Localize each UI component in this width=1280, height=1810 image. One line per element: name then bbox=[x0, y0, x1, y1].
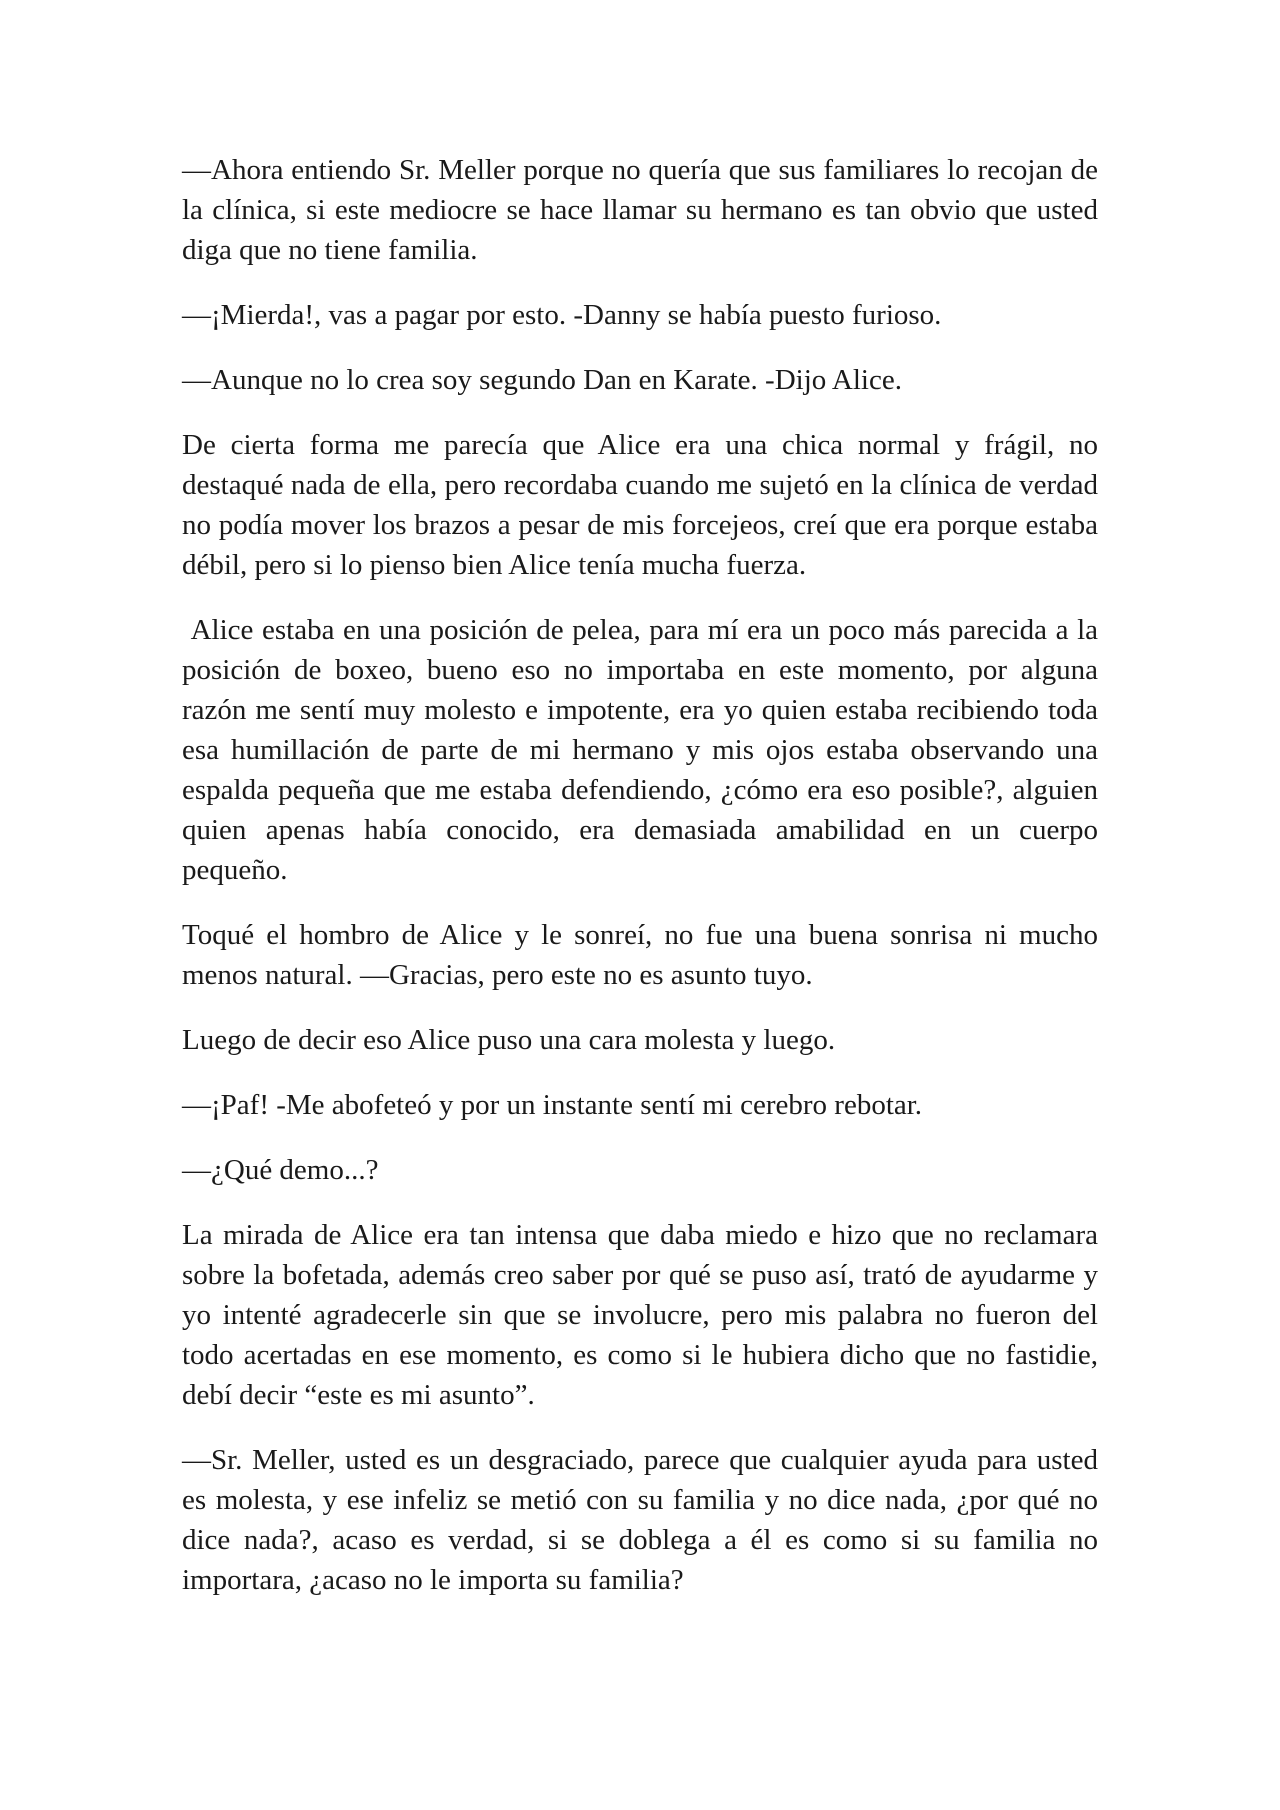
paragraph: La mirada de Alice era tan intensa que daba miedo e hizo que no reclamara sobre la bofetada, además creo saber por qué se puso así, trató de ayudarme y yo intenté agradecerle sin que se involucre, pero mis palabra no fueron del todo acertadas en ese momento, es como si le hubiera dicho que no fastidie, debí decir “este es mi asunto”. bbox=[182, 1219, 1098, 1411]
paragraph: —Sr. Meller, usted es un desgraciado, parece que cualquier ayuda para usted es molesta, y ese infeliz se metió con su familia y no dice nada, ¿por qué no dice nada?, acaso es verdad, si se doblega a él es como si su familia no importara, ¿acaso no le importa su familia? bbox=[182, 1444, 1098, 1596]
paragraph: Toqué el hombro de Alice y le sonreí, no fue una buena sonrisa ni mucho menos natural. —Gracias, pero este no es asunto tuyo. bbox=[182, 919, 1098, 991]
body-text bbox=[182, 150, 1106, 1600]
paragraph: Luego de decir eso Alice puso una cara molesta y luego. bbox=[182, 1024, 836, 1056]
paragraph: —Ahora entiendo Sr. Meller porque no quería que sus familiares lo recojan de la clínica, si este mediocre se hace llamar su hermano es tan obvio que usted diga que no tiene familia. bbox=[182, 154, 1098, 266]
paragraph: Alice estaba en una posición de pelea, para mí era un poco más parecida a la posición de boxeo, bueno eso no importaba en este momento, por alguna razón me sentí muy molesto e impotente, era yo quien estaba recibiendo toda esa humillación de parte de mi hermano y mis ojos estaba observando una espalda pequeña que me estaba defendiendo, ¿cómo era eso posible?, alguien quien apenas había conocido, era demasiada amabilidad en un cuerpo pequeño. bbox=[182, 614, 1106, 886]
paragraph: —¡Mierda!, vas a pagar por esto. -Danny se había puesto furioso. bbox=[182, 299, 942, 331]
paragraph: De cierta forma me parecía que Alice era una chica normal y frágil, no destaqué nada de ella, pero recordaba cuando me sujetó en la clínica de verdad no podía mover los brazos a pesar de mis forcejeos, creí que era porque estaba débil, pero si lo pienso bien Alice tenía mucha fuerza. bbox=[182, 429, 1098, 581]
paragraph: —Aunque no lo crea soy segundo Dan en Karate. -Dijo Alice. bbox=[182, 364, 902, 396]
paragraph: —¡Paf! -Me abofeteó y por un instante sentí mi cerebro rebotar. bbox=[182, 1089, 923, 1121]
paragraph: —¿Qué demo...? bbox=[182, 1154, 379, 1186]
